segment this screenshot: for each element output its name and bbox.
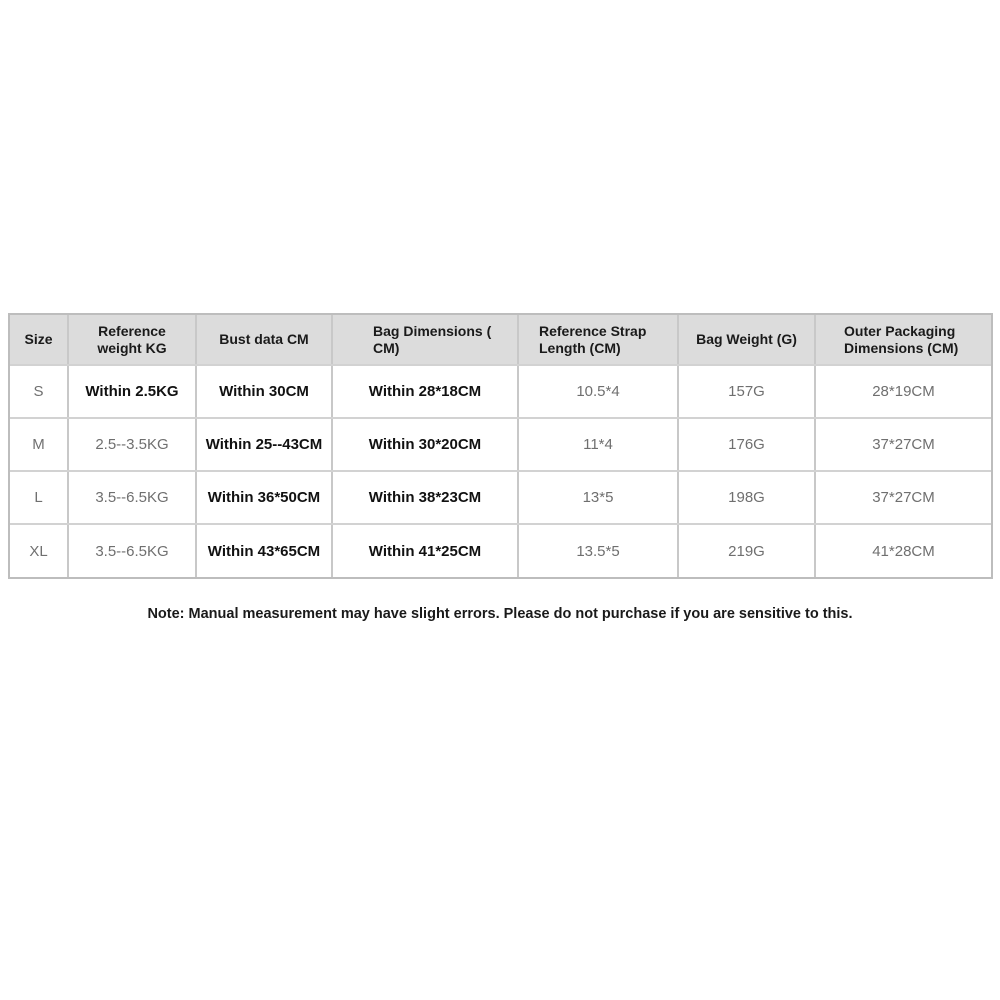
header-outer-packaging [815, 315, 991, 365]
header-bust-data: Bust data CM [196, 315, 332, 365]
cell-reference-weight: 2.5--3.5KG [68, 418, 196, 471]
header-reference-weight-label: Reference weight KG [97, 322, 167, 356]
cell-bag-weight: 219G [678, 524, 815, 577]
cell-bag-dimensions: Within 41*25CM [332, 524, 518, 577]
cell-bag-dimensions: Within 30*20CM [332, 418, 518, 471]
header-bag-weight: Bag Weight (G) [678, 315, 815, 365]
cell-reference-weight: 3.5--6.5KG [68, 471, 196, 524]
cell-strap-length: 10.5*4 [518, 365, 678, 418]
cell-reference-weight: Within 2.5KG [68, 365, 196, 418]
cell-bag-dimensions: Within 38*23CM [332, 471, 518, 524]
cell-bag-weight: 157G [678, 365, 815, 418]
table-row [10, 524, 991, 577]
cell-bust-data: Within 25--43CM [196, 418, 332, 471]
cell-outer-packaging: 41*28CM [872, 542, 935, 560]
cell-strap-length: 11*4 [518, 418, 678, 471]
cell-strap-length: 13*5 [518, 471, 678, 524]
table-row [10, 471, 991, 524]
cell-outer-packaging: 37*27CM [815, 418, 991, 471]
header-outer-packaging-label: Outer Packaging Dimensions (CM) [844, 322, 959, 356]
header-size: Size [10, 315, 68, 365]
header-strap-length [518, 315, 678, 365]
cell-bag-weight: 198G [678, 471, 815, 524]
cell-strap-length: 13.5*5 [518, 524, 678, 577]
header-bag-dimensions [332, 315, 518, 365]
size-chart-table [8, 313, 993, 579]
header-reference-weight [68, 315, 196, 365]
header-strap-length-label: Reference Strap Length (CM) [539, 322, 647, 356]
cell-bag-dimensions: Within 28*18CM [332, 365, 518, 418]
cell-bust-data: Within 30CM [196, 365, 332, 418]
cell-size: L [10, 471, 68, 524]
cell-reference-weight: 3.5--6.5KG [68, 524, 196, 577]
header-bag-dimensions-label: Bag Dimensions ( CM) [373, 322, 492, 356]
cell-bust-data: Within 43*65CM [196, 524, 332, 577]
measurement-note: Note: Manual measurement may have slight errors. Please do not purchase if you are sensitive to this. [147, 606, 853, 622]
cell-bust-data: Within 36*50CM [196, 471, 332, 524]
table-row [10, 365, 991, 418]
cell-bag-weight: 176G [678, 418, 815, 471]
cell-outer-packaging: 28*19CM [815, 365, 991, 418]
table-row [10, 418, 991, 471]
cell-outer-packaging: 37*27CM [815, 471, 991, 524]
cell-size: XL [10, 524, 68, 577]
table-header-row [10, 315, 991, 365]
cell-size: M [10, 418, 68, 471]
size-table [10, 315, 991, 577]
cell-size: S [10, 365, 68, 418]
